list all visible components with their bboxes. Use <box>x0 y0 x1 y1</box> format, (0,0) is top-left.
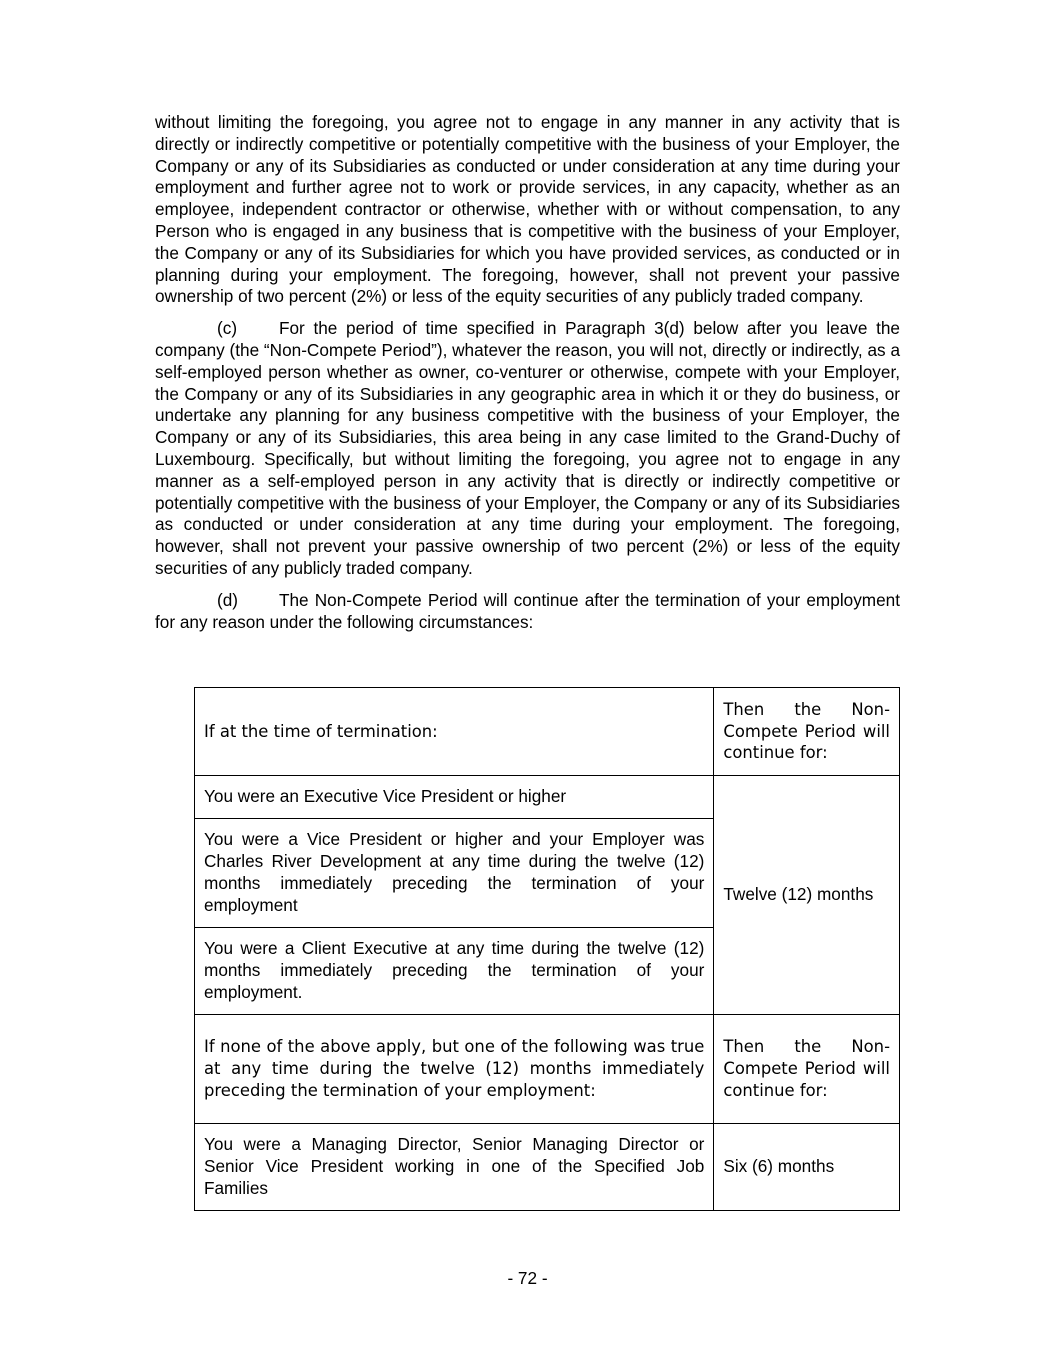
subheader-left-cell: If none of the above apply, but one of the following was true at any time during the twelve (12) months immediately preceding the termination of your employment: <box>195 1015 714 1124</box>
row-client-exec-cell: You were a Client Executive at any time during the twelve (12) months immediately preceding the termination of your employment. <box>195 928 714 1015</box>
table-row <box>195 1124 900 1211</box>
table-row <box>195 776 900 819</box>
non-compete-table <box>194 687 900 1211</box>
paragraph-d-label: (d) <box>217 589 239 610</box>
paragraph-c <box>155 318 900 580</box>
paragraph-d-text: The Non-Compete Period will continue after the termination of your employment for any reason under the following circumstances: <box>155 589 900 632</box>
paragraph-d <box>155 590 900 634</box>
six-months-cell: Six (6) months <box>714 1124 900 1211</box>
row-evp-cell: You were an Executive Vice President or higher <box>195 776 714 819</box>
subheader-right-cell: Then the Non-Compete Period will continue for: <box>714 1015 900 1124</box>
table-header-row <box>195 688 900 776</box>
twelve-months-cell: Twelve (12) months <box>714 776 900 1015</box>
document-page <box>155 112 900 1198</box>
table-subheader-row <box>195 1015 900 1124</box>
row-vp-cell: You were a Vice President or higher and your Employer was Charles River Development at any time during the twelve (12) months immediately preceding the termination of your employment <box>195 819 714 928</box>
row-md-cell: You were a Managing Director, Senior Managing Director or Senior Vice President working in one of the Specified Job Families <box>195 1124 714 1211</box>
header-right-cell: Then the Non-Compete Period will continue for: <box>714 688 900 776</box>
page-number: - 72 - <box>507 1268 548 1288</box>
header-left-cell: If at the time of termination: <box>195 688 714 776</box>
paragraph-c-label: (c) <box>217 318 238 339</box>
paragraph-continuation: without limiting the foregoing, you agree not to engage in any manner in any activity that is directly or indirectly competitive or potentially competitive with the business of your Employer, the Company or any of its Subsidiaries as conducted or under consideration at any time during your employment and further agree not to work or provide services, in any capacity, whether as an employee, independent contractor or otherwise, whether with or without compensation, to any Person who is engaged in any business that is competitive with the business of your Employer, the Company or any of its Subsidiaries for which you have provided services, as conducted or in planning during your employment. The foregoing, however, shall not prevent your passive ownership of two percent (2%) or less of the equity securities of any publicly traded company. <box>155 112 900 307</box>
paragraph-c-text: For the period of time specified in Paragraph 3(d) below after you leave the company (the “Non-Compete Period”), whatever the reason, you will not, directly or indirectly, as a self-employed person whether as owner, co-venturer or otherwise, compete with your Employer, the Company or any of its Subsidiaries in any geographic area in which it or they do business, or undertake any planning for any business competitive with the business of your Employer, the Company or any of its Subsidiaries, this area being in any case limited to the Grand-Duchy of Luxembourg. Specifically, but without limiting the foregoing, you agree not to engage in any manner as a self-employed person in any activity that is directly or indirectly competitive or potentially competitive with the business of your Employer, the Company or any of its Subsidiaries as conducted or under consideration at any time during your employment. The foregoing, however, shall not prevent your passive ownership of two percent (2%) or less of the equity securities of any publicly traded company. <box>155 318 900 578</box>
